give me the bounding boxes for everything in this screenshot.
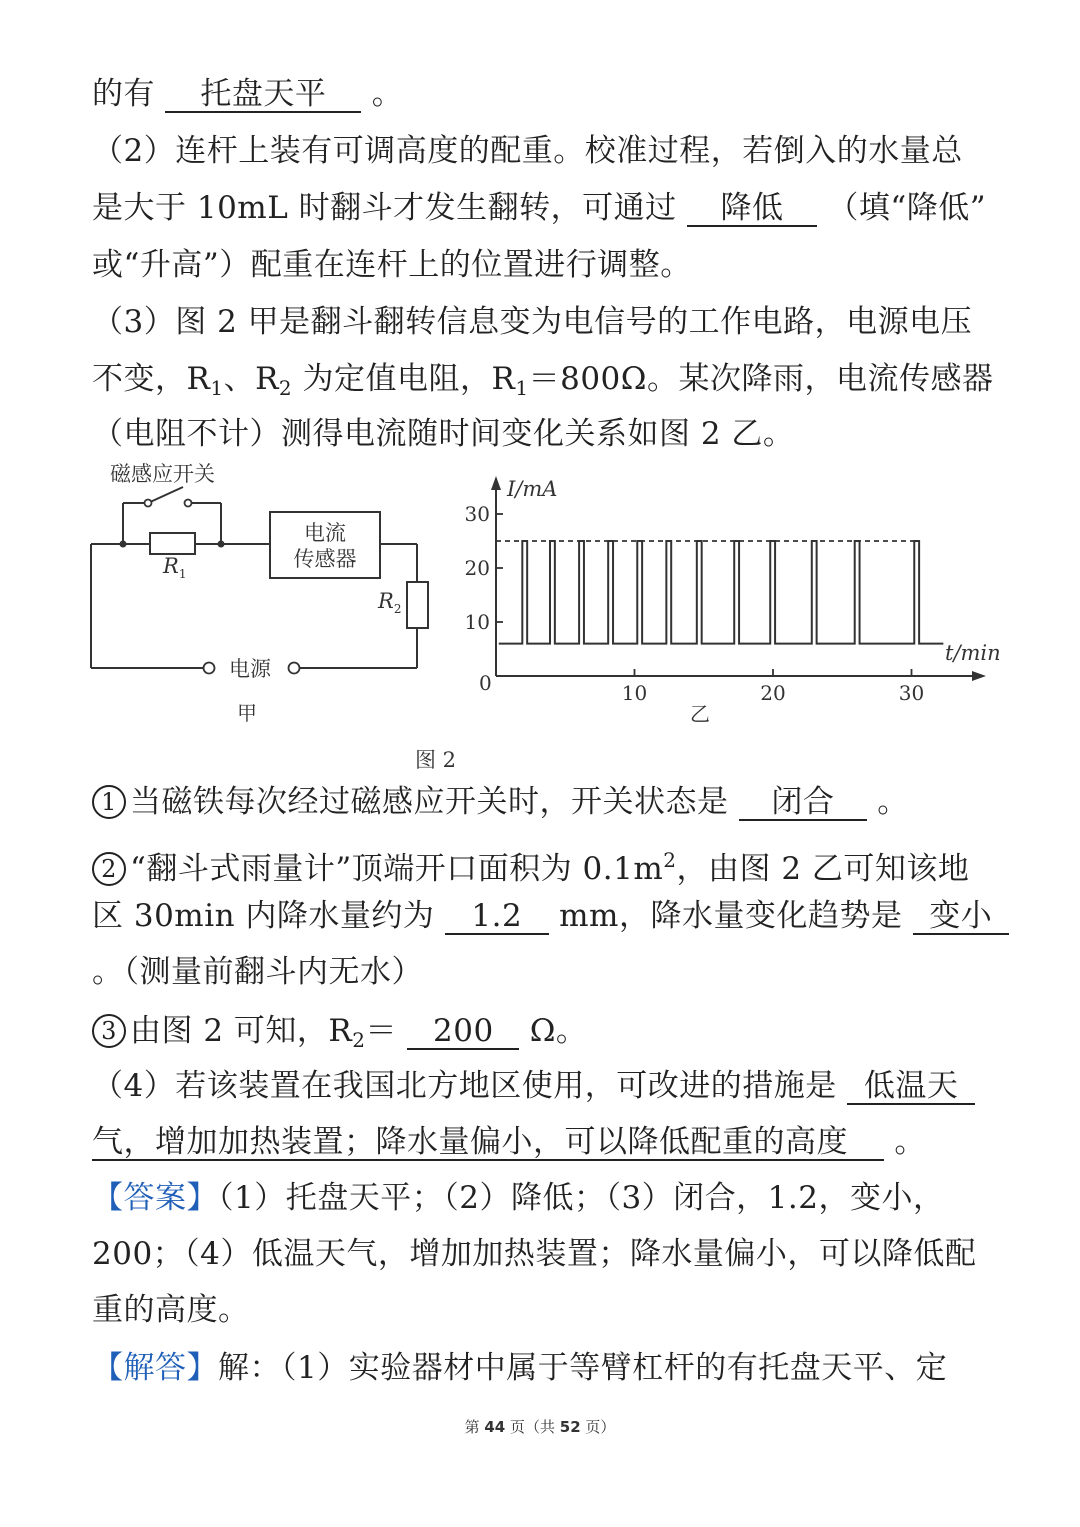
answer-blank-trend: 变小 (913, 899, 1009, 935)
figure-caption: 图 2 (415, 748, 457, 770)
page-total: 52 (559, 1418, 581, 1436)
origin-label: 0 (479, 671, 492, 695)
question-2-line-3: 。（测量前翻斗内无水） (92, 954, 423, 990)
question-2-line-2: 区 30min 内降水量约为 1.2 mm，降水量变化趋势是 变小 (92, 896, 1009, 936)
r2-label: $R_2$ (378, 589, 402, 616)
answer-line-2: 200；（4）低温天气，增加加热装置；降水量偏小，可以降低配 (92, 1236, 977, 1272)
sensor-label-2: 传感器 (293, 547, 357, 571)
y-tick-label: 20 (464, 556, 490, 580)
text-line-5: （3）图 2 甲是翻斗翻转信息变为电信号的工作电路，电源电压 (92, 304, 973, 340)
question-4-line-2: 气，增加加热装置；降水量偏小，可以降低配重的高度 。 (92, 1124, 926, 1160)
text-line-2: （2）连杆上装有可调高度的配重。校准过程，若倒入的水量总 (92, 133, 963, 169)
answer-blank-balance: 托盘天平 (165, 77, 361, 113)
figure-2 (0, 450, 1080, 770)
answer-tag: 【答案】 (92, 1180, 218, 1216)
graph-caption: 乙 (690, 702, 710, 726)
y-tick-label: 10 (464, 610, 490, 634)
answer-line-1: 【答案】（1）托盘天平；（2）降低；（3）闭合，1.2，变小， (92, 1180, 945, 1216)
page-number: 44 (484, 1418, 506, 1436)
r1-label: $R_1$ (163, 554, 187, 581)
answer-blank-lower: 降低 (687, 191, 817, 227)
power-label: 电源 (229, 657, 271, 681)
switch-contact-right (185, 500, 192, 507)
text-line-1: 的有 托盘天平 。 (92, 76, 404, 112)
solution-tag: 【解答】 (92, 1350, 218, 1386)
question-3: 3 由图 2 可知，$R_2= 200$ Ω。 (92, 1011, 587, 1060)
x-axis-arrow (972, 671, 986, 681)
text-line-7: （电阻不计）测得电流随时间变化关系如图 2 乙。 (92, 416, 795, 452)
y-tick-label: 30 (464, 502, 490, 526)
circled-number-3: 3 (92, 1014, 126, 1048)
x-tick-label: 20 (760, 681, 786, 705)
text-line-6: 不变，$R_1$、$R_2$ 为定值电阻，$R_1=800\Omega$。某次降雨，电流传感器 (92, 361, 994, 400)
text-line-3: 是大于 10mL 时翻斗才发生翻转，可通过 降低 （填“降低” (92, 190, 987, 226)
x-tick-label: 10 (621, 681, 648, 705)
x-axis-label: t/min (945, 641, 1001, 665)
pulse-trace (499, 541, 944, 644)
answer-blank-improvement-2: 气，增加加热装置；降水量偏小，可以降低配重的高度 (92, 1125, 884, 1161)
question-4-line-1: （4）若该装置在我国北方地区使用，可改进的措施是 低温天 (92, 1066, 975, 1106)
circled-number-1: 1 (92, 785, 126, 819)
answer-blank-improvement-1: 低温天 (847, 1069, 975, 1105)
junction-left (120, 541, 127, 548)
y-axis-label: I/mA (507, 477, 558, 501)
text-line-4: 或“升高”）配重在连杆上的位置进行调整。 (92, 247, 692, 283)
circled-number-2: 2 (92, 852, 126, 886)
current-time-graph (465, 476, 1001, 705)
x-tick-label: 30 (898, 681, 925, 705)
answer-blank-rainfall: 1.2 (445, 899, 549, 935)
resistor-r1 (150, 533, 195, 554)
question-2-line-1: 2 “翻斗式雨量计”顶端开口面积为 $0.1m^2$，由图 2 乙可知该地 (92, 840, 969, 889)
circuit-caption: 甲 (237, 701, 257, 725)
answer-line-3: 重的高度。 (92, 1292, 250, 1328)
power-terminal-right (289, 663, 300, 674)
answer-blank-closed: 闭合 (739, 785, 867, 821)
switch-label: 磁感应开关 (110, 462, 215, 486)
resistor-r2 (407, 582, 428, 628)
answer-blank-r2: 200 (407, 1014, 519, 1050)
solution-line-1: 【解答】解：（1）实验器材中属于等臂杠杆的有托盘天平、定 (92, 1350, 948, 1386)
page-footer: 第 44 页（共 52 页） (464, 1418, 616, 1436)
question-1: 1 当磁铁每次经过磁感应开关时，开关状态是 闭合 。 (92, 782, 909, 822)
sensor-label-1: 电流 (304, 521, 346, 545)
switch-contact-left (145, 500, 152, 507)
power-terminal-left (204, 663, 215, 674)
junction-right (218, 541, 225, 548)
y-axis-arrow (491, 476, 501, 490)
